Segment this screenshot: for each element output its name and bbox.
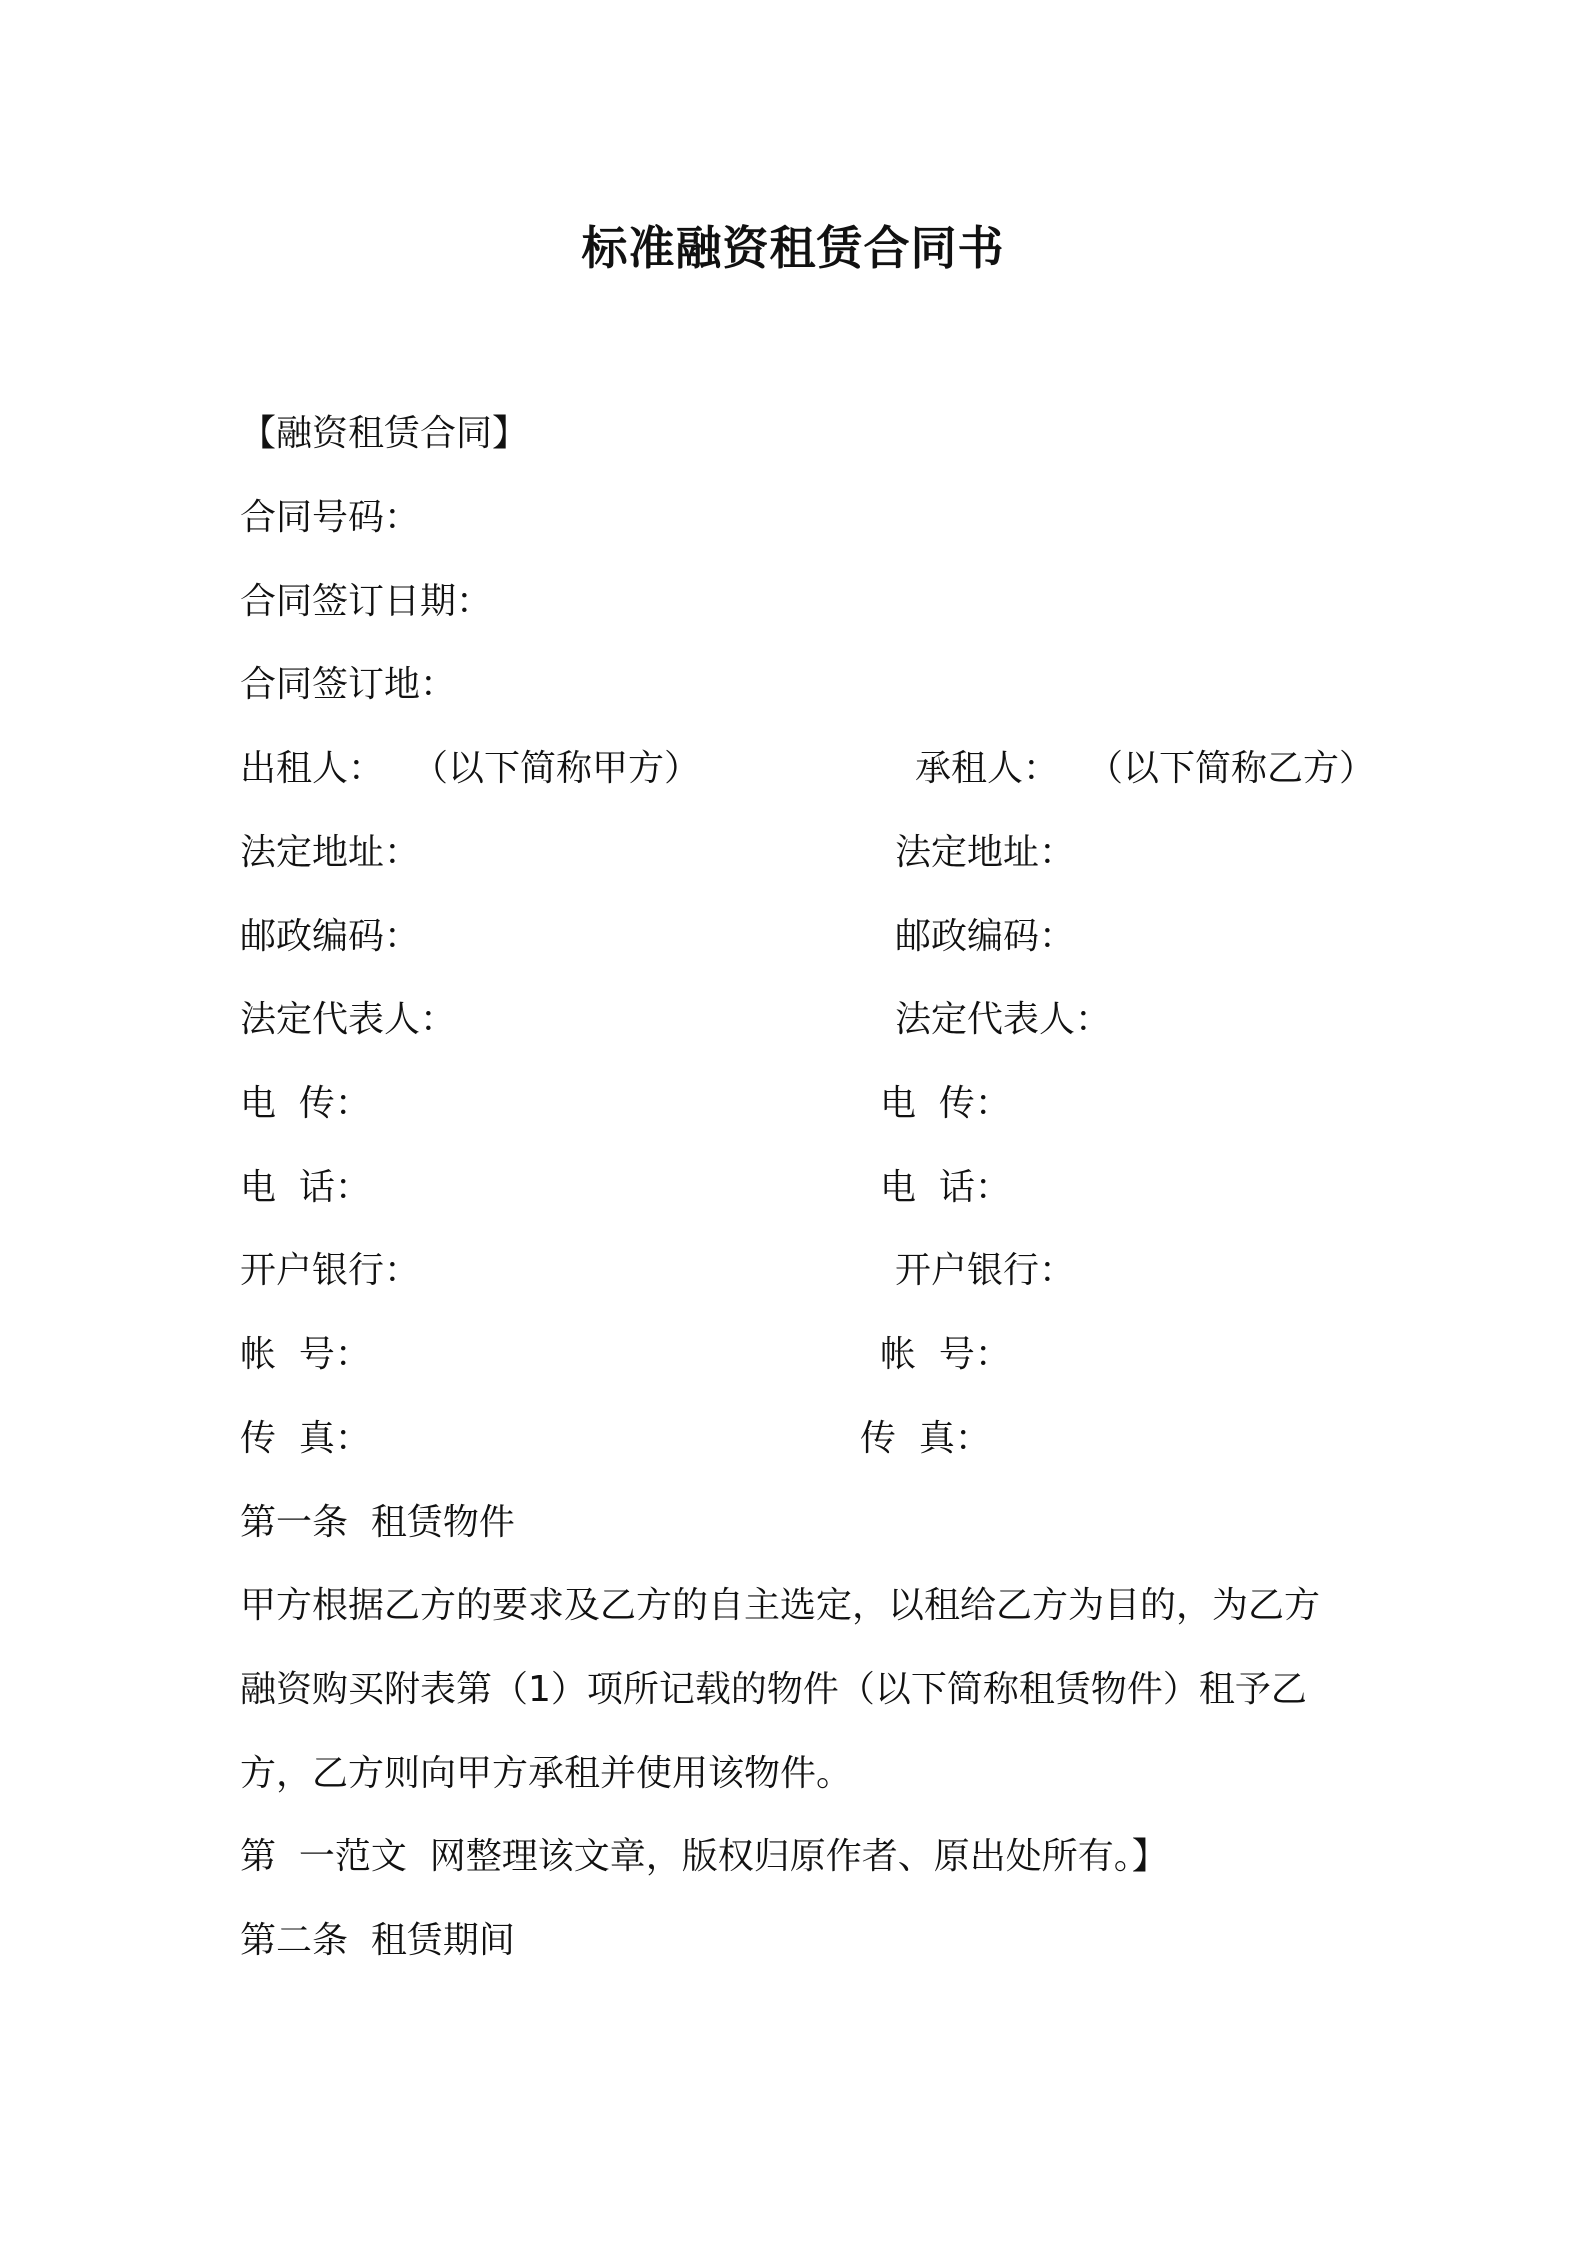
lessor-legal-address: 法定地址： bbox=[240, 832, 421, 873]
lessee-phone: 电 话： bbox=[880, 1167, 1011, 1208]
signing-date-label: 合同签订日期： bbox=[240, 581, 493, 622]
lessee-legal-rep: 法定代表人： bbox=[895, 999, 1112, 1040]
document-title: 标准融资租赁合同书 bbox=[581, 221, 1005, 275]
article1-heading: 第一条 租赁物件 bbox=[240, 1502, 515, 1543]
lessor-note: （以下简称甲方） bbox=[412, 748, 701, 789]
article1-body-line: 方，乙方则向甲方承租并使用该物件。 bbox=[240, 1753, 853, 1794]
lessor-telex: 电 传： bbox=[240, 1083, 371, 1124]
article2-heading: 第二条 租赁期间 bbox=[240, 1920, 515, 1961]
lessor-phone: 电 话： bbox=[240, 1167, 371, 1208]
lessor-row bbox=[240, 745, 700, 793]
contract-number-label: 合同号码： bbox=[240, 497, 421, 538]
lessor-legal-rep: 法定代表人： bbox=[240, 999, 457, 1040]
lessee-row bbox=[915, 745, 1375, 793]
lessee-note: （以下简称乙方） bbox=[1087, 748, 1376, 789]
lessor-label: 出租人： bbox=[240, 748, 385, 789]
lessor-postal-code: 邮政编码： bbox=[240, 916, 421, 957]
lessee-bank: 开户银行： bbox=[895, 1250, 1076, 1291]
article1-body-line: 融资购买附表第（1）项所记载的物件（以下简称租赁物件）租予乙 bbox=[240, 1669, 1307, 1710]
lessee-account: 帐 号： bbox=[880, 1334, 1011, 1375]
lessee-telex: 电 传： bbox=[880, 1083, 1011, 1124]
section-heading: 【融资租赁合同】 bbox=[240, 413, 529, 454]
signing-place-label: 合同签订地： bbox=[240, 664, 457, 705]
lessor-fax: 传 真： bbox=[240, 1418, 371, 1459]
copyright-notice: 第 一范文 网整理该文章，版权归原作者、原出处所有。】 bbox=[240, 1836, 1168, 1877]
lessee-label: 承租人： bbox=[915, 748, 1060, 789]
lessor-bank: 开户银行： bbox=[240, 1250, 421, 1291]
article1-body-line: 甲方根据乙方的要求及乙方的自主选定，以租给乙方为目的，为乙方 bbox=[240, 1585, 1321, 1626]
lessee-legal-address: 法定地址： bbox=[895, 832, 1076, 873]
lessor-account: 帐 号： bbox=[240, 1334, 371, 1375]
lessee-fax: 传 真： bbox=[860, 1418, 991, 1459]
lessee-postal-code: 邮政编码： bbox=[895, 916, 1076, 957]
